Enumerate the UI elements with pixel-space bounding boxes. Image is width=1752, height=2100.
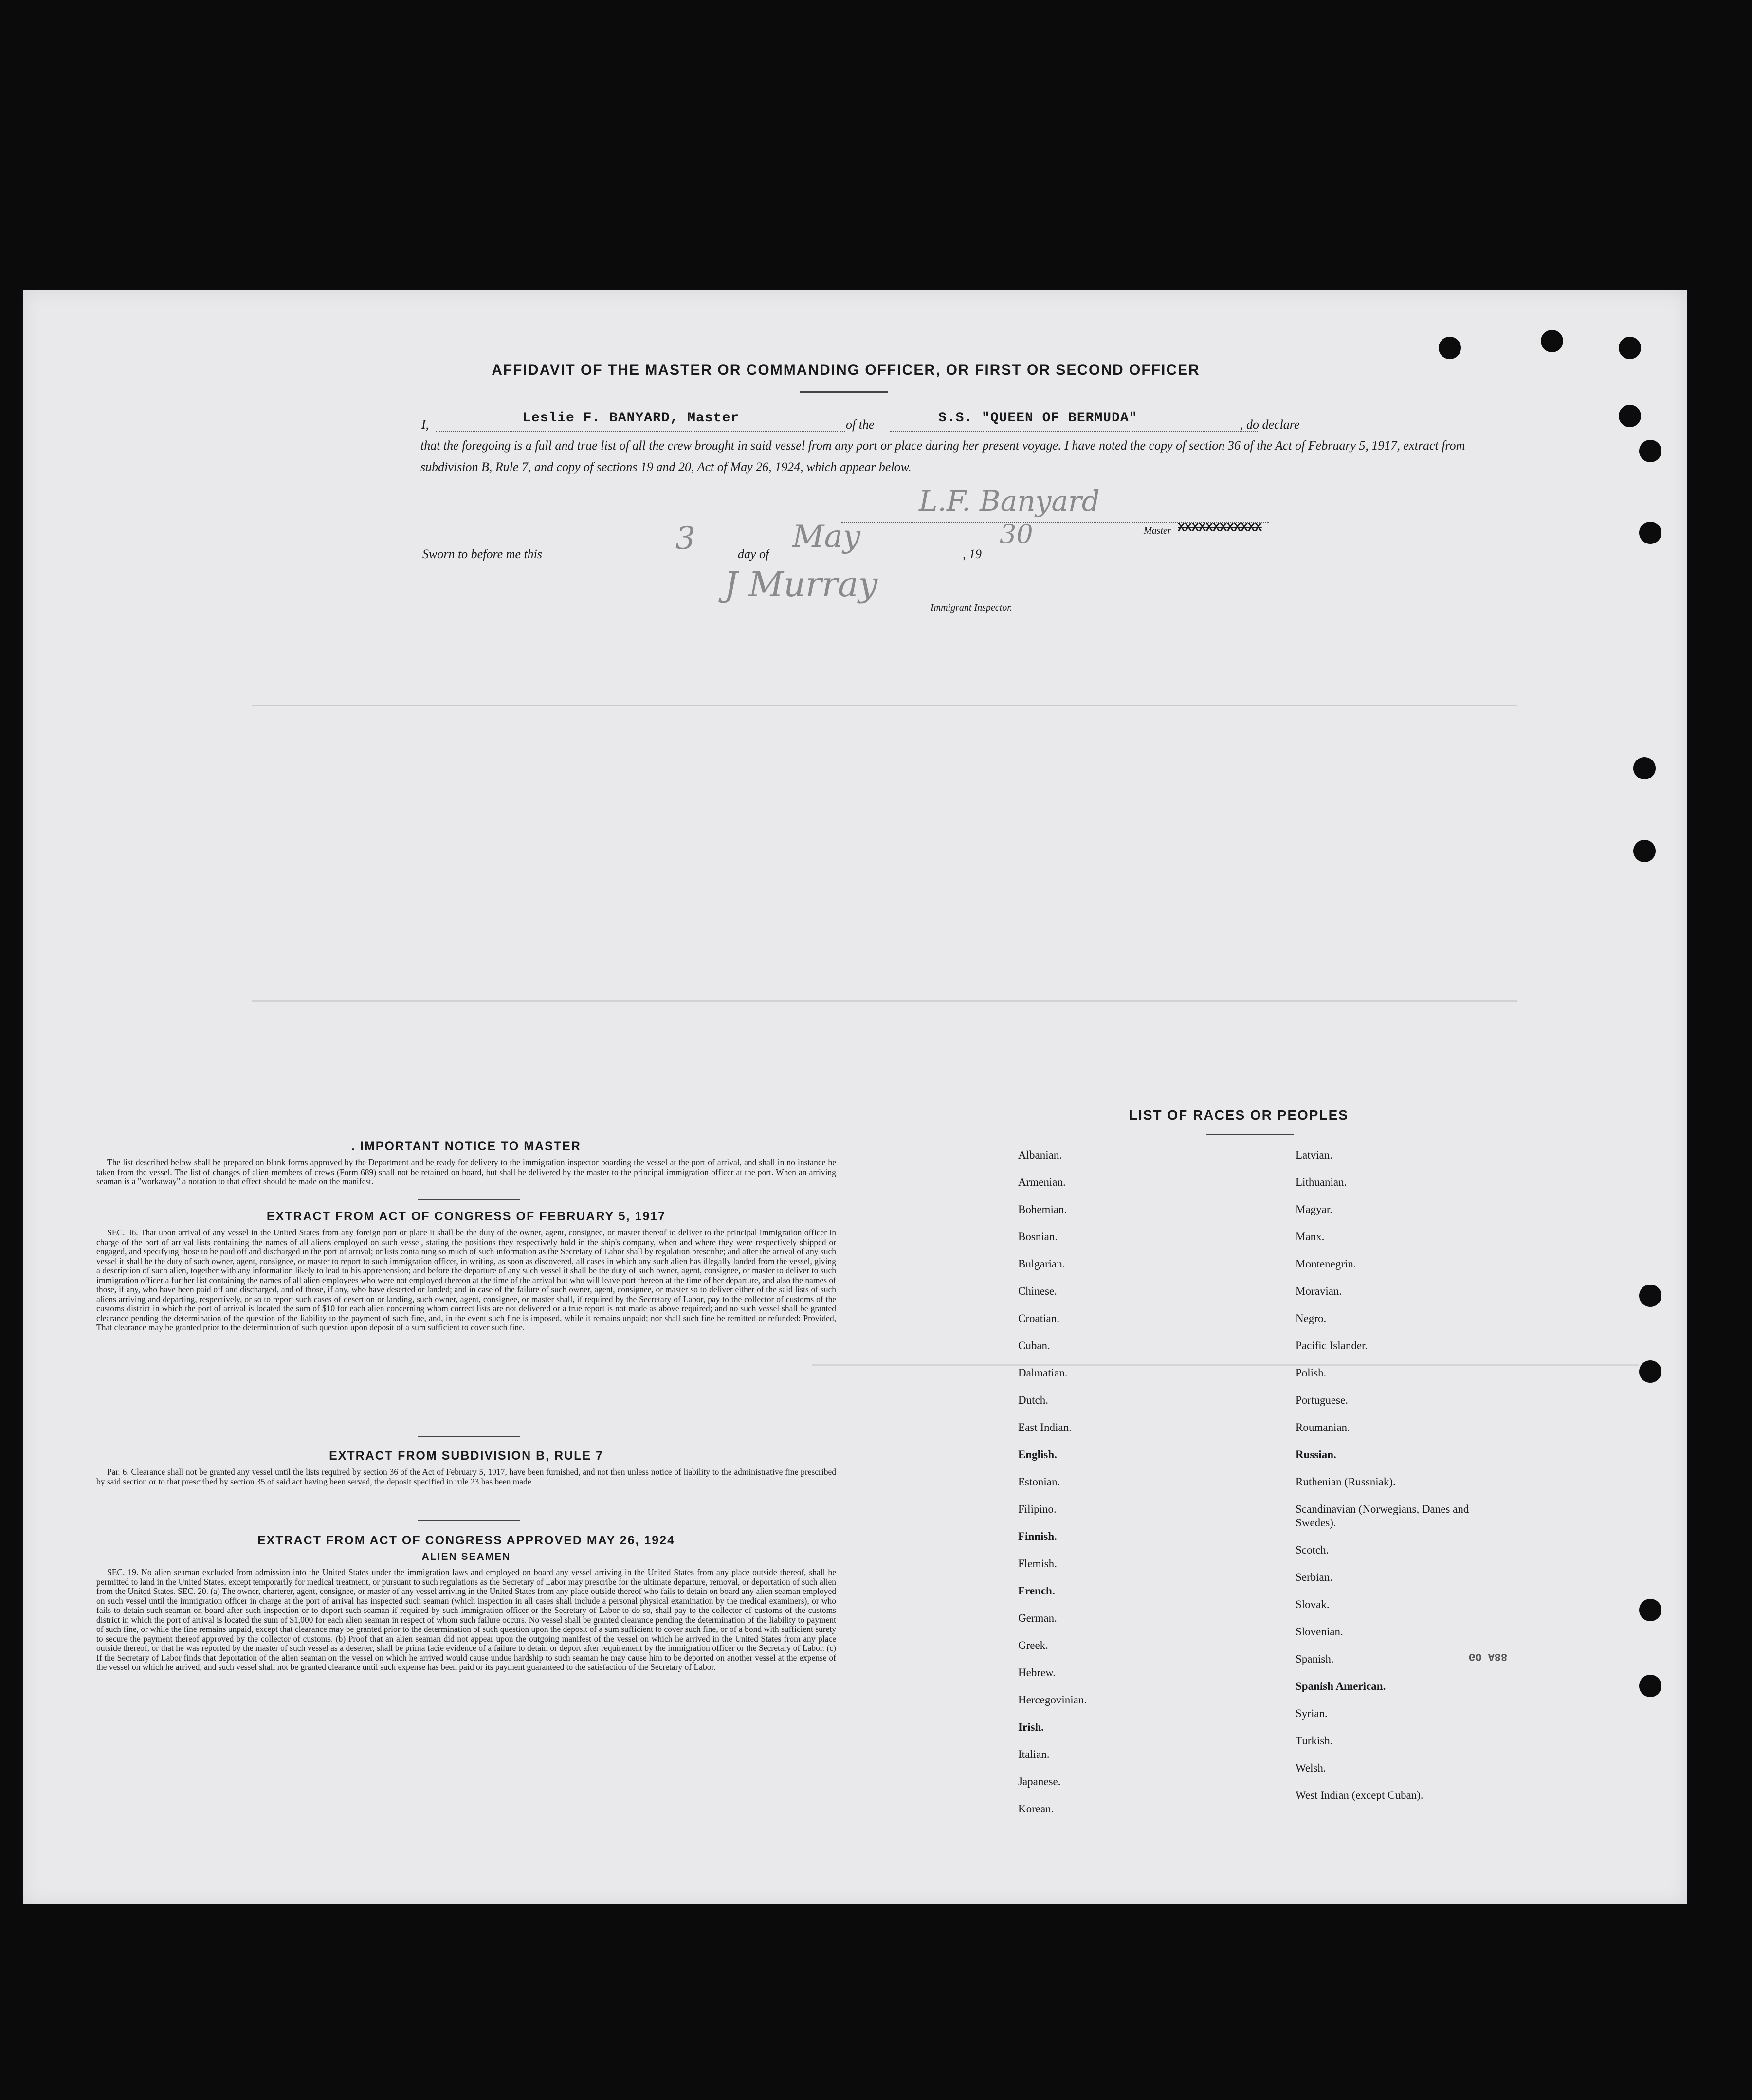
race-item: Portuguese. <box>1296 1394 1348 1406</box>
race-item: English. <box>1018 1448 1057 1461</box>
bleed-through-line <box>252 705 1517 706</box>
race-item: German. <box>1018 1612 1057 1624</box>
race-item: Armenian. <box>1018 1176 1066 1188</box>
race-item: Chinese. <box>1018 1285 1057 1297</box>
sworn-year: 30 <box>1000 519 1033 549</box>
race-item: Dutch. <box>1018 1394 1048 1406</box>
bleed-through-line <box>812 1364 1639 1366</box>
race-item: Bohemian. <box>1018 1203 1067 1215</box>
master-label: Master <box>1144 525 1171 536</box>
section-divider <box>418 1520 520 1521</box>
race-item: Albanian. <box>1018 1149 1062 1161</box>
sworn-day: 3 <box>675 521 695 557</box>
race-item: French. <box>1018 1585 1055 1597</box>
inspector-signature: J Murray <box>724 564 878 604</box>
race-item: Croatian. <box>1018 1312 1059 1324</box>
of-the-label: of the <box>846 417 875 432</box>
declaration-text: that the foregoing is a full and true list of all the crew brought in said vessel from any port or place during her present voyage. I have noted the copy of section 36 of the Act of February 5, 1917, extract from subdivision B, Rule 7, and copy of sections 19 and 20, Act of May 26, 1924, which appear below. <box>420 438 1465 474</box>
punch-hole <box>1639 1675 1661 1697</box>
races-heading: LIST OF RACES OR PEOPLES <box>1129 1107 1349 1122</box>
notice-text: The list described below shall be prepared on blank forms approved by the Department and be ready for delivery to the immigration inspector boarding the vessel at the port of arrival, and shall in no instance be taken from the vessel. The list of changes of alien members of crews (Form 689) shall not be retained on board, but shall be delivered by the master to the principal immigration officer at the port. When an arriving seaman is a "workaway" a notation to that effect should be made on the manifest. <box>96 1158 836 1186</box>
race-item: Lithuanian. <box>1296 1176 1347 1188</box>
race-item: Dalmatian. <box>1018 1367 1068 1379</box>
race-item: Manx. <box>1296 1231 1325 1243</box>
race-item: Hercegovinian. <box>1018 1694 1087 1706</box>
extract-1924-text: SEC. 19. No alien seaman excluded from admission into the United States under the immigration laws and employed on board any vessel arriving in the United States from any place outside thereof, shall be permitted to land in the United States, except temporarily for medical treatment, or pursuant to such regulations as the Secretary of Labor may prescribe for the ultimate departure, removal, or deportation of such alien from the United States. SEC. 20. (a) The owner, charterer, agent, consignee, or master of any vessel arriving in the United States from any place outside thereof who fails to detain on board any alien seaman employed on such vessel until the immigration officer in charge at the port of arrival has inspected such seaman (which inspection in all cases shall include a personal physical examination by the medical examiners), or who fails to detain such seaman on board after such inspection or to deport such seaman if required by such immigration officer or the Secretary of Labor to do so, shall pay to the collector of customs of the customs district in which the port of arrival is located the sum of $1,000 for each alien seaman in respect of whom such failure occurs. No vessel shall be granted clearance pending the determination of the liability to payment of such fine, or while the fine remains unpaid, except that clearance may be granted prior to the determination of such question upon the deposit of a sum sufficient to cover such fine, or of a bond with sufficient surety to secure the payment thereof approved by the collector of customs. (b) Proof that an alien seaman did not appear upon the outgoing manifest of the vessel on which he arrived in the United States from any place outside thereof, or that he was reported by the master of such vessel as a deserter, shall be prima facie evidence of a failure to detain or deport after requirement by the immigration officer or the Secretary of Labor. (c) If the Secretary of Labor finds that deportation of the alien seaman on the vessel on which he arrived would cause undue hardship to such seaman he may cause him to be deported on another vessel at the expense of the vessel on which he arrived, and such vessel shall not be granted clearance until such expense has been paid or its payment guaranteed to the satisfaction of the Secretary of Labor. <box>96 1567 836 1672</box>
inspector-label: Immigrant Inspector. <box>931 602 1012 613</box>
punch-hole <box>1639 440 1661 462</box>
race-item: Negro. <box>1296 1312 1327 1324</box>
race-item: Scandinavian (Norwegians, Danes and Swedes). <box>1296 1503 1469 1529</box>
race-item: Spanish American. <box>1296 1680 1386 1692</box>
punch-hole <box>1639 522 1661 544</box>
race-item: Spanish. <box>1296 1653 1334 1665</box>
race-item: Bosnian. <box>1018 1231 1058 1243</box>
punch-hole <box>1541 330 1563 352</box>
stamp-mark: GO A88 <box>1469 1650 1508 1663</box>
section-divider <box>418 1199 520 1200</box>
race-item: Serbian. <box>1296 1571 1333 1583</box>
race-item: Slovak. <box>1296 1598 1330 1611</box>
punch-hole <box>1619 405 1641 427</box>
race-item: Irish. <box>1018 1721 1044 1733</box>
alien-seamen-subheading: ALIEN SEAMEN <box>421 1551 511 1562</box>
race-item: Magyar. <box>1296 1203 1333 1215</box>
punch-hole <box>1619 337 1641 359</box>
day-of-label: day of <box>738 547 769 561</box>
race-item: Japanese. <box>1018 1775 1061 1788</box>
extract-1924-heading: EXTRACT FROM ACT OF CONGRESS APPROVED MAY 26, 1924 <box>257 1534 675 1547</box>
race-item: East Indian. <box>1018 1421 1072 1433</box>
bleed-through-line <box>252 1000 1517 1002</box>
punch-hole <box>1639 1285 1661 1307</box>
vessel-name: S.S. "QUEEN OF BERMUDA" <box>938 411 1138 426</box>
race-item: Finnish. <box>1018 1530 1057 1542</box>
master-signature: L.F. Banyard <box>919 485 1100 518</box>
race-item: Cuban. <box>1018 1340 1050 1352</box>
race-item: Latvian. <box>1296 1149 1332 1161</box>
race-item: Moravian. <box>1296 1285 1342 1297</box>
race-item: Hebrew. <box>1018 1666 1056 1679</box>
rule7-heading: EXTRACT FROM SUBDIVISION B, RULE 7 <box>329 1449 603 1463</box>
extract-1917-text: SEC. 36. That upon arrival of any vessel in the United States from any foreign port or place it shall be the duty of the owner, agent, consignee, or master thereof to deliver to the principal immigration officer in charge of the port of arrival lists containing the names of all aliens employed on such vessel, stating the positions they respectively hold in the ship's company, when and where they were respectively shipped or engaged, and specifying those to be paid off and discharged in the port of arrival; or lists containing so much of such information as the Secretary of Labor shall by regulation prescribe; and after the arrival of any such vessel it shall be the duty of such owner, agent, consignee, or master to report to such immigration officer, in writing, as soon as discovered, all cases in which any such alien has illegally landed from the vessel, giving a description of such alien, together with any information likely to lead to his apprehension; and before the departure of any such vessel it shall be the duty of such owner, agent, consignee, or master to deliver to such immigration officer a further list containing the names of all alien employees who were not employed thereon at the time of the arrival but who will leave port thereon at the time of her departure, and also the names of those, if any, who have been paid off and discharged, and of those, if any, who have deserted or landed; and in case of the failure of such owner, agent, consignee, or master so to deliver either of the said lists of such aliens arriving and departing, respectively, or so to report such cases of desertion or landing, such owner, agent, consignee, or master shall, if required by the Secretary of Labor, pay to the collector of customs of the customs district in which the port of arrival is located the sum of $10 for each alien concerning whom correct lists are not delivered or a true report is not made as above required; and no such vessel shall be granted clearance pending the determination of the question of the liability to the payment of such fine, and, in the event such fine is imposed, while it remains unpaid; nor shall such fine be remitted or refunded: Provided, That clearance may be granted prior to the determination of such question upon deposit of a sum sufficient to cover such fine. <box>96 1228 836 1332</box>
rule7-text: Par. 6. Clearance shall not be granted any vessel until the lists required by section 36 of the Act of February 5, 1917, have been furnished, and not then unless notice of liability to the administrative fine prescribed by said section or to that prescribed by section 35 of said act having been served, the deposit specified in rule 23 has been made. <box>96 1467 836 1486</box>
race-item: Ruthenian (Russniak). <box>1296 1476 1396 1488</box>
year-label: , 19 <box>963 547 982 561</box>
race-item: Korean. <box>1018 1803 1054 1815</box>
title-divider <box>800 391 888 393</box>
race-item: Roumanian. <box>1296 1421 1350 1433</box>
master-name: Leslie F. BANYARD, Master <box>523 411 740 426</box>
name-blank <box>436 431 845 432</box>
races-divider <box>1206 1134 1294 1135</box>
race-item: Filipino. <box>1018 1503 1057 1515</box>
affidavit-lead: I, <box>421 417 429 432</box>
sworn-label: Sworn to before me this <box>422 547 543 561</box>
affidavit-title: AFFIDAVIT OF THE MASTER OR COMMANDING OFFICER, OR FIRST OR SECOND OFFICER <box>492 362 1200 378</box>
race-item: West Indian (except Cuban). <box>1296 1789 1424 1801</box>
race-item: Estonian. <box>1018 1476 1060 1488</box>
race-item: Slovenian. <box>1296 1626 1343 1638</box>
form-sheet <box>23 290 1687 1904</box>
race-item: Bulgarian. <box>1018 1258 1065 1270</box>
race-item: Polish. <box>1296 1367 1327 1379</box>
punch-hole <box>1439 337 1461 359</box>
punch-hole <box>1639 1599 1661 1621</box>
race-item: Scotch. <box>1296 1544 1329 1556</box>
extract-1917-heading: EXTRACT FROM ACT OF CONGRESS OF FEBRUARY 5, 1917 <box>266 1210 666 1223</box>
punch-hole <box>1633 840 1656 862</box>
race-item: Greek. <box>1018 1639 1048 1651</box>
race-item: Pacific Islander. <box>1296 1340 1368 1352</box>
race-item: Russian. <box>1296 1448 1336 1461</box>
punch-hole <box>1639 1360 1661 1383</box>
race-item: Flemish. <box>1018 1557 1057 1570</box>
section-divider <box>418 1436 520 1437</box>
race-item: Turkish. <box>1296 1735 1333 1747</box>
race-item: Italian. <box>1018 1748 1050 1760</box>
notice-heading: . IMPORTANT NOTICE TO MASTER <box>351 1140 581 1153</box>
do-declare-label: , do declare <box>1240 417 1300 432</box>
race-item: Montenegrin. <box>1296 1258 1356 1270</box>
punch-hole <box>1633 757 1656 779</box>
race-item: Welsh. <box>1296 1762 1326 1774</box>
sworn-month: May <box>792 519 860 555</box>
race-item: Syrian. <box>1296 1707 1328 1720</box>
master-struck-text: XXXXXXXXXXXX <box>1178 522 1262 535</box>
vessel-blank <box>890 431 1259 432</box>
